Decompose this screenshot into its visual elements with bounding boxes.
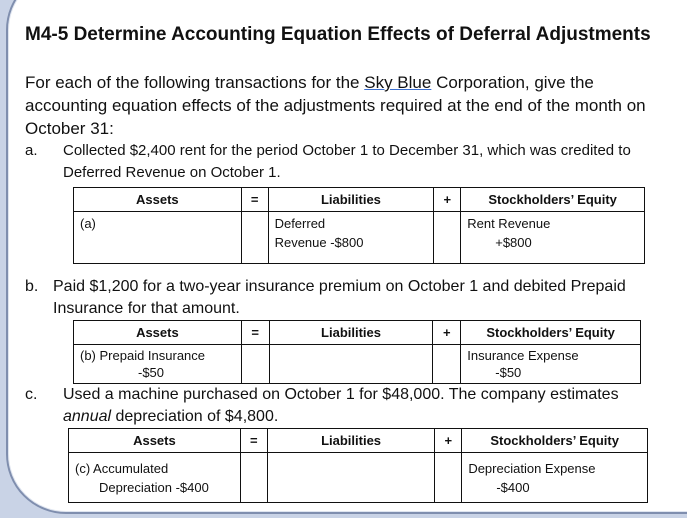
header-assets: Assets [74, 188, 242, 212]
assets-cell [74, 212, 241, 235]
item-a-marker: a. [25, 142, 38, 159]
header-liabilities: Liabilities [268, 188, 434, 212]
equity-cell [462, 453, 647, 499]
intro-paragraph [25, 71, 675, 140]
header-plus: + [434, 188, 461, 212]
header-assets: Assets [69, 429, 241, 453]
equity-cell [461, 212, 644, 254]
header-equals: = [240, 429, 267, 453]
header-plus: + [433, 321, 461, 345]
liabilities-line: Revenue -$800 [274, 235, 364, 250]
assets-line: (c) Accumulated [75, 461, 169, 476]
assets-cell [69, 453, 240, 499]
header-liabilities: Liabilities [267, 429, 435, 453]
header-assets: Assets [74, 321, 242, 345]
item-c-marker: c. [25, 386, 38, 403]
header-equals: = [241, 188, 268, 212]
equity-cell [461, 345, 640, 383]
item-b-text: Paid $1,200 for a two-year insurance premium on October 1 and debited Prepaid Insurance for that amount. [53, 278, 626, 317]
intro-before: For each of the following transactions for the [25, 73, 365, 92]
header-liabilities: Liabilities [269, 321, 433, 345]
item-a-text: Collected $2,400 rent for the period October 1 to December 31, which was credited to Deferred Revenue on October 1. [63, 142, 631, 181]
page-title: M4-5 Determine Accounting Equation Effects of Deferral Adjustments [25, 24, 651, 45]
equity-line: +$800 [495, 235, 532, 250]
item-c-text [63, 384, 668, 428]
assets-line: -$50 [138, 365, 165, 380]
header-equity: Stockholders’ Equity [461, 321, 641, 345]
equity-line: -$50 [495, 365, 522, 380]
header-plus: + [435, 429, 462, 453]
header-equity: Stockholders’ Equity [461, 188, 645, 212]
liabilities-cell [269, 212, 434, 254]
liabilities-line: Deferred [274, 216, 326, 231]
item-c-text-italic: annual [63, 408, 112, 425]
header-equity: Stockholders’ Equity [462, 429, 648, 453]
equity-line: -$400 [496, 480, 530, 495]
equation-table-a [73, 187, 645, 264]
equity-line: Depreciation Expense [468, 461, 596, 476]
item-c-text-part: Used a machine purchased on October 1 for $48,000. The company estimates [63, 386, 619, 403]
company-name: Sky Blue [364, 73, 432, 92]
intro-after: Corporation, give the accounting equation effects of the adjustments required at the end of the month on October 31: [25, 73, 646, 138]
equity-line: Insurance Expense [467, 348, 579, 363]
item-c-text-part: depreciation of $4,800. [111, 408, 279, 425]
assets-line: (b) Prepaid Insurance [80, 348, 206, 363]
equation-table-c [68, 428, 648, 503]
equation-table-b [73, 320, 641, 384]
item-b-marker: b. [25, 278, 39, 295]
assets-line: Depreciation -$400 [99, 480, 209, 495]
assets-cell [74, 345, 241, 383]
header-equals: = [241, 321, 269, 345]
equity-line: Rent Revenue [467, 216, 551, 231]
assets-line: (a) [80, 216, 96, 231]
